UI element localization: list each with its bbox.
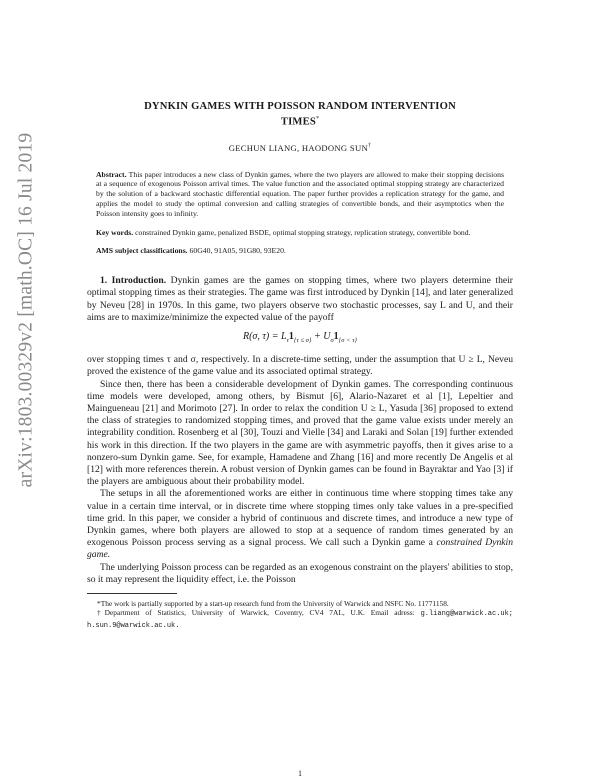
ams-label: AMS subject classifications. bbox=[96, 246, 188, 256]
intro-paragraph-2-text: Since then, there has been a considerable development of Dynkin games. The corresponding continuous time models were developed, among others, by Bismut [6], Alario-Nazaret et al [1], Lepeltier and Maingueneau [21] and Morimoto [27]. In order to relax the condition U ≥ L, Yasuda [36] proposed to extend the class of strategies to randomized stopping times, and proved that the game value exists under merely an integrability condition. Rosenberg et al [30], Touzi and Vielle [34] and Laraki and Solan [19] further extended his work in this direction. If the two players in the game are with asymmetric payoffs, then it gives arise to a nonzero-sum Dynkin game. See, for example, Hamadene and Zhang [16] and more recently De Angelis et al [12] with more references therein. A robust version of Dynkin games can be found in Bayraktar and Yao [3] if the players are ambiguous about their probability model. bbox=[87, 378, 513, 488]
intro-paragraph-1-text: Dynkin games are the games on stopping times, where two players determine their optimal stopping times as their strategies. The game was first introduced by Dynkin [14], and later generalized by Neveu [28] in 1970s. In this game, two players observe two stochastic processes, say L and U, and their aims are to maximize/minimize the expected value of the payoff bbox=[87, 275, 514, 323]
constrained-dynkin-game-term: constrained Dynkin game. bbox=[87, 537, 513, 561]
ams-classifications bbox=[87, 246, 513, 256]
title-line-2: TIMES bbox=[280, 116, 316, 128]
intro-paragraph-3 bbox=[87, 488, 513, 561]
intro-paragraph-1b-text: over stopping times τ and σ, respectively. In a discrete-time setting, under the assumption that U ≥ L, Neveu proved the existence of the game value and its associated optimal strategy. bbox=[87, 354, 513, 378]
intro-paragraph-1 bbox=[87, 275, 513, 324]
keywords-label: Key words. bbox=[96, 227, 134, 237]
section-heading-introduction: 1. Introduction. bbox=[100, 275, 167, 287]
footnote-divider bbox=[87, 593, 177, 594]
equation-lhs: R(σ, τ) = L bbox=[242, 330, 287, 342]
paper-page bbox=[87, 100, 514, 778]
authors bbox=[87, 140, 513, 154]
abstract-label: Abstract. bbox=[96, 169, 127, 179]
abstract bbox=[87, 170, 513, 219]
equation-sub-tau: τ bbox=[286, 336, 289, 344]
page-number: 1 bbox=[298, 769, 302, 778]
arxiv-stamp-text: arXiv:1803.00329v2 [math.OC] 16 Jul 2019 bbox=[15, 132, 37, 488]
equation-mid: + U bbox=[313, 330, 331, 342]
author-names: GECHUN LIANG, HAODONG SUN bbox=[228, 142, 368, 153]
abstract-text: This paper introduces a new class of Dynkin games, where the two players are allowed to make their stopping decisions at a sequence of exogenous Poisson arrival times. The value function and the associated optimal stopping strategy are characterized by the solution of a backward stochastic differential equation. The paper further provides a replication strategy for the game, and applies the model to study the optimal conversion and calling strategies of convertible bonds, and their asymptotics when the Poisson intensity goes to infinity. bbox=[96, 169, 504, 218]
equation-indicator-1: {τ ≤ σ} bbox=[293, 336, 312, 344]
intro-paragraph-4-text: The underlying Poisson process can be regarded as an exogenous constraint on the players' abilities to stop, so it may represent the liquidity effect, i.e. the Poisson bbox=[87, 561, 513, 585]
footnote-funding-text: *The work is partially supported by a start-up research fund from the University of Warwick and NSFC No. 11771158. bbox=[97, 599, 449, 609]
author-footnote-mark: † bbox=[367, 142, 372, 149]
paper-title bbox=[87, 100, 513, 129]
title-line-1: DYNKIN GAMES WITH POISSON RANDOM INTERVENTION bbox=[144, 101, 456, 112]
payoff-equation: R(σ, $\tau) = L_\tau 1_{\{\tau \le \sigma\}} + U_\sigma 1_{\{\sigma < \tau\}}$ bbox=[242, 330, 358, 344]
intro-paragraph-2 bbox=[87, 379, 513, 489]
footnote-funding bbox=[87, 599, 513, 608]
email-link-liang[interactable]: g.liang@warwick.ac.uk; bbox=[420, 610, 513, 619]
footnote-affiliation bbox=[87, 608, 513, 631]
intro-paragraph-1-continued bbox=[87, 354, 513, 378]
keywords bbox=[87, 228, 513, 238]
title-footnote-mark: * bbox=[315, 116, 320, 122]
ams-text: 60G40, 91A05, 91G80, 93E20. bbox=[189, 246, 286, 256]
footnote-affiliation-text: †Department of Statistics, University of Warwick, Coventry, CV4 7AL, U.K. Email adress: bbox=[97, 608, 415, 618]
email-link-sun[interactable]: h.sun.9@warwick.ac.uk. bbox=[87, 621, 180, 630]
arxiv-identifier-stamp bbox=[6, 30, 46, 590]
equation-indicator-2: {σ < τ} bbox=[338, 336, 358, 344]
keywords-text: constrained Dynkin game, penalized BSDE, optimal stopping strategy, replication strategy, convertible bond. bbox=[135, 227, 471, 237]
intro-paragraph-4 bbox=[87, 562, 513, 586]
equation-sub-sigma: σ bbox=[330, 336, 334, 344]
intro-paragraph-3-text: The setups in all the aforementioned works are either in continuous time where stopping times take any value in a certain time interval, or in discrete time where stopping times only take values in a pre-specified time grid. In this paper, we consider a hybrid of continuous and discrete times, and introduce a new type of Dynkin games, where both players are allowed to stop at a sequence of random times generated by an exogenous Poisson process serving as a signal process. We call such a Dynkin game a bbox=[87, 488, 513, 549]
